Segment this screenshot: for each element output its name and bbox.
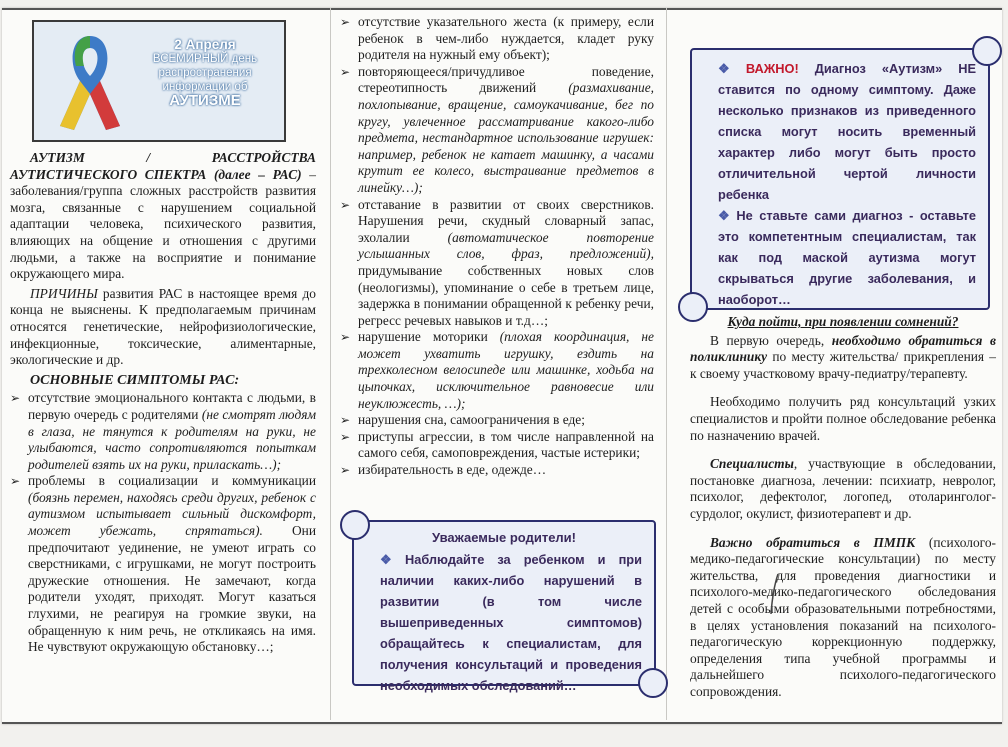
arrow-bullet-icon: ➢ <box>10 474 21 489</box>
list-item <box>340 462 654 479</box>
banner-line: распространения <box>158 67 252 79</box>
definition-text: – заболевания/группа сложных расстройств развития мозга, связанные с нарушением социальной адаптации человека, психического развития, влияющих на общение и отношения с другими людьми, а также на восприятие и понимание окружающего мира. <box>10 166 316 282</box>
parents-notice-scroll <box>352 520 656 693</box>
important-notice-scroll <box>690 48 990 310</box>
parents-notice-title: Уважаемые родители! <box>432 530 576 545</box>
symptom-text: приступы агрессии, в том числе направленной на самого себя, самоповреждения, частые истерики; <box>358 428 654 461</box>
scroll-curl <box>638 668 668 698</box>
arrow-bullet-icon: ➢ <box>340 15 351 29</box>
symptom-text: нарушения сна, самоограничения в еде; <box>358 412 585 428</box>
fold-line <box>330 8 331 720</box>
where-paragraph <box>690 333 996 383</box>
where-paragraph: Необходимо получить ряд консультаций узких специалистов и пройти полное обследование ребенка по назначению врачей. <box>690 394 996 443</box>
where-text: (психолого-медико-педагогические консультации) по месту жительства, для проведения диагностики и психолого-медико-педагогического обследования детей с особыми образовательными потребностями, в целях установления показаний на психолого-педагогическую коррекционную поддержку, определения типа учебной программы и дальнейшего психолого-педагогического сопровождения. <box>690 534 997 699</box>
symptom-detail: (плохая координация, не может ухватить игрушку, ездить на трехколесном велосипеде или машинке, ходьба на цыпочках, исключительное равновесие или неуклюжесть, …); <box>358 329 654 411</box>
causes-lead: ПРИЧИНЫ <box>30 285 98 301</box>
list-item <box>340 412 654 429</box>
arrow-bullet-icon: ➢ <box>340 463 351 478</box>
symptom-text: придумывание собственных новых слов (неологизмы), упоминание о себе в третьем лице, задержка в понимании обращенной к ребенку речи, регресс речевых навыков и т.д…; <box>358 262 654 328</box>
important-label: ВАЖНО! <box>745 61 799 76</box>
where-to-go-section <box>690 314 996 700</box>
list-item <box>340 197 654 330</box>
puzzle-ribbon-icon <box>50 26 130 136</box>
parents-notice-body <box>354 549 654 696</box>
diamond-bullet-icon: ❖ <box>718 61 742 76</box>
diamond-bullet-icon: ❖ <box>718 208 733 223</box>
pen-mark <box>768 572 782 616</box>
where-emphasis: Важно обратиться в ПМПК <box>710 534 916 550</box>
where-emphasis: необходимо обратиться в поликлинику <box>690 332 996 365</box>
column-left <box>10 14 316 656</box>
column-middle <box>340 14 654 479</box>
where-text: по месту жительства/ прикрепления – к своему участковому врачу-педиатру/терапевту. <box>690 349 996 381</box>
list-item <box>340 429 654 462</box>
symptom-detail: (не смотрят людям в глаза, не тянутся к родителям на руки, не улыбаются, часто сопротивляются попыткам родителей взять их на руки, приласкать…); <box>28 406 316 472</box>
causes-paragraph <box>10 286 316 369</box>
arrow-bullet-icon: ➢ <box>10 391 21 406</box>
list-item <box>340 329 654 412</box>
where-text: В первую очередь, <box>710 332 832 348</box>
banner-line: информации об <box>162 81 248 93</box>
arrow-bullet-icon: ➢ <box>340 330 351 345</box>
symptom-text: отсутствие указательного жеста (к примеру, если ребенок в чем-либо нуждается, кладет руку родителя на нужный ему объект); <box>358 14 654 63</box>
list-item <box>340 64 654 197</box>
arrow-bullet-icon: ➢ <box>340 413 351 428</box>
diamond-bullet-icon: ❖ <box>380 552 401 567</box>
awareness-banner <box>32 20 286 142</box>
definition-title: АУТИЗМ / РАССТРОЙСТВА АУТИСТИЧЕСКОГО СПЕКТРА (далее – РАС) <box>10 150 316 182</box>
where-paragraph <box>690 535 996 701</box>
where-emphasis: Специалисты <box>710 456 794 472</box>
symptom-detail: (автоматическое повторение услышанных слов, фраз, предложений), <box>358 229 654 262</box>
where-text: , участвующие в обследовании, постановке диагноза, лечении: психиатр, невролог, психолог, дефектолог, логопед, отоларинголог-сурдолог, окулист, физиотерапевт и др. <box>690 456 996 521</box>
where-to-go-title: Куда пойти, при появлении сомнений? <box>727 314 959 329</box>
causes-text: развития РАС в настоящее время до конца не выяснены. К предполагаемым причинам относятся генетические, нейрофизиологические, инфекционные, токсические, алиментарные, экологические и др. <box>10 285 316 368</box>
important-text: Не ставьте сами диагноз - оставьте это компетентным специалистам, так как под маской аутизма могут скрываться другие заболевания, и наоборот… <box>718 208 976 307</box>
scroll-curl <box>340 510 370 540</box>
symptom-text: Они предпочитают уединение, не умеют играть со сверстниками, с игрушками, не могут построить дружеские отношения. Не замечают, когда родители уходят, приходят. Могут казаться глухими, не реагируя на громкие звуки, на обращенную к ним речь, не откликаясь на имя. Не чувствуют окружающую обстановку…; <box>28 523 316 655</box>
arrow-bullet-icon: ➢ <box>340 429 351 444</box>
symptom-text: проблемы в социализации и коммуникации <box>28 473 316 489</box>
banner-title: АУТИЗМЕ <box>169 92 241 109</box>
arrow-bullet-icon: ➢ <box>340 64 351 79</box>
scroll-curl <box>972 36 1002 66</box>
symptom-text: отставание в развитии от своих сверстников. Нарушения речи, скудный словарный запас, эхолалии <box>358 196 654 245</box>
where-paragraph <box>690 456 996 522</box>
symptom-text: избирательность в еде, одежде… <box>358 462 547 478</box>
symptom-text: повторяющееся/причудливое поведение, стереотипность движений <box>358 63 654 96</box>
symptom-detail: (боязнь перемен, находясь среди других, ребенок с аутизмом испытывает сильный дискомфорт, может убежать, спрятаться). <box>28 489 316 539</box>
important-notice-body <box>692 58 988 310</box>
fold-line <box>666 8 667 720</box>
symptom-detail: (размахивание, похлопывание, вращение, самоукачивание, бег по кругу, увлеченное рассматривание какого-либо предмета, нестандартное использование игрушек: например, ребенок не катает машинку, а часами крутит ее колесо, выстраивание предметов в линейку…); <box>358 80 654 195</box>
arrow-bullet-icon: ➢ <box>340 197 351 212</box>
list-item <box>340 14 654 64</box>
banner-caption <box>132 38 278 108</box>
list-item <box>10 473 316 656</box>
symptoms-heading: ОСНОВНЫЕ СИМПТОМЫ РАС: <box>30 372 240 388</box>
banner-date: 2 Апреля <box>174 37 236 52</box>
list-item <box>10 390 316 473</box>
symptom-text: отсутствие эмоционального контакта с людьми, в первую очередь с родителями <box>28 390 316 422</box>
parents-notice-text: Наблюдайте за ребенком и при наличии каких-либо нарушений в развитии (в том числе вышеприведенных симптомов) обращайтесь к специалистам, для получения консультаций и проведения необходимых обследований… <box>380 552 642 693</box>
autism-definition <box>10 150 316 283</box>
symptom-text: нарушение моторики <box>358 329 500 345</box>
important-text: Диагноз «Аутизм» НЕ ставится по одному симптому. Даже несколько признаков из приведенного списка могут носить временный характер либо могут быть просто отличительной чертой личности ребенка <box>718 61 976 202</box>
banner-line: ВСЕМИРНЫЙ день <box>152 53 258 65</box>
